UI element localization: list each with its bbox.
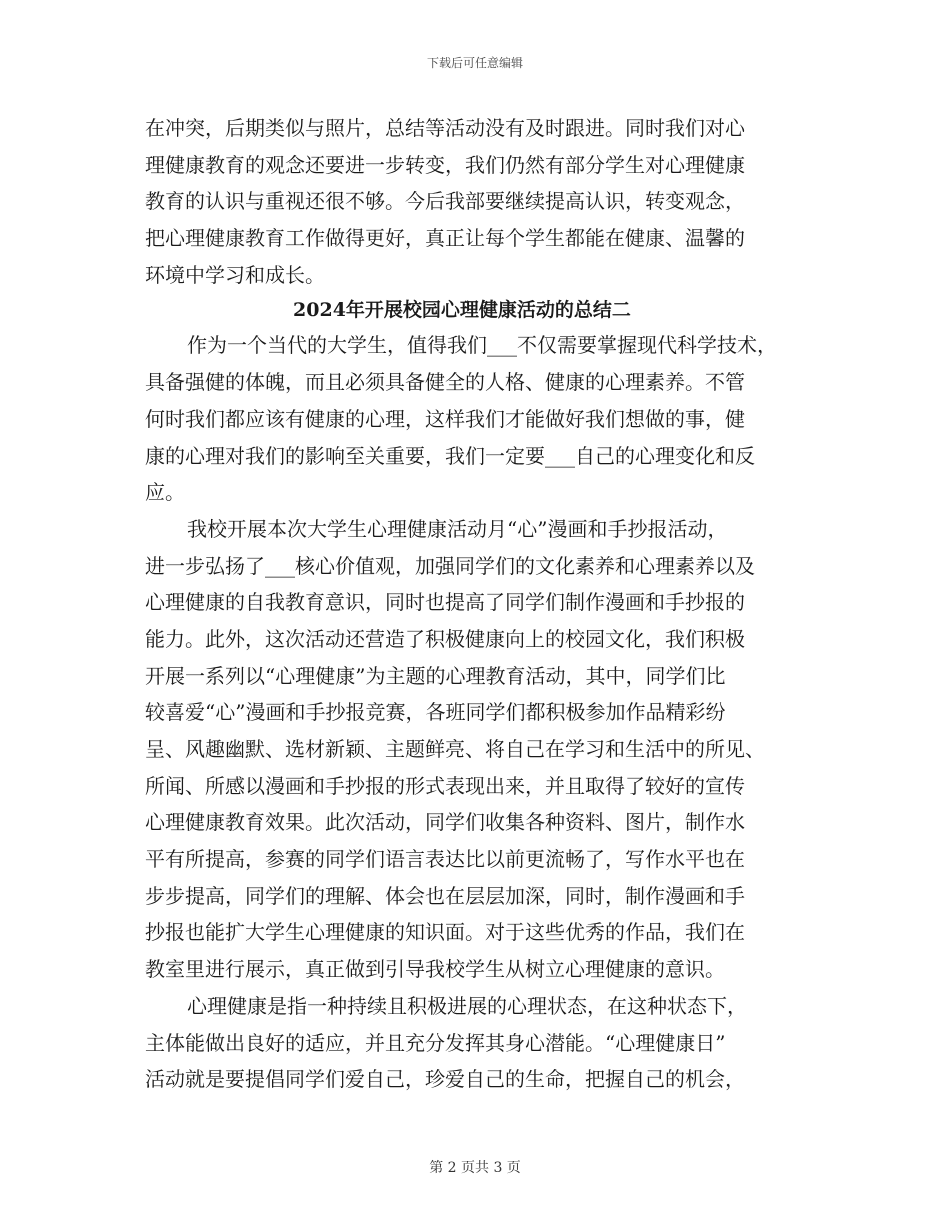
- text-line: 教室里进行展示，真正做到引导我校学生从树立心理健康的意识。: [145, 957, 725, 982]
- paragraph-continued: [145, 110, 805, 293]
- paragraph-1: [145, 327, 805, 510]
- text-line: 把心理健康教育工作做得更好，真正让每个学生都能在健康、温馨的: [145, 226, 745, 251]
- text-line: 较喜爱“心”漫画和手抄报竞赛，各班同学们都积极参加作品精彩纷: [145, 700, 726, 725]
- section-title: 2024年开展校园心理健康活动的总结二: [293, 299, 631, 322]
- text-line: 开展一系列以“心理健康”为主题的心理教育活动，其中，同学们比: [145, 663, 726, 688]
- text-line: 步步提高，同学们的理解、体会也在层层加深，同时，制作漫画和手: [145, 883, 745, 908]
- text-line: 作为一个当代的大学生，值得我们___不仅需要掌握现代科学技术，: [187, 333, 777, 358]
- page-header: 下载后可任意编辑: [426, 56, 523, 70]
- text-line: 我校开展本次大学生心理健康活动月“心”漫画和手抄报活动，: [187, 516, 728, 541]
- text-line: 具备强健的体魄，而且必须具备健全的人格、健康的心理素养。不管: [145, 370, 745, 395]
- document-body: [145, 110, 805, 1098]
- text-line: 能力。此外，这次活动还营造了积极健康向上的校园文化，我们积极: [145, 626, 745, 651]
- text-line: 活动就是要提倡同学们爱自己，珍爱自己的生命，把握自己的机会，: [145, 1067, 745, 1092]
- text-line: 在冲突，后期类似与照片，总结等活动没有及时跟进。同时我们对心: [145, 116, 745, 140]
- text-line: 呈、风趣幽默、选材新颖、主题鲜亮、将自己在学习和生活中的所见、: [145, 737, 765, 761]
- text-line: 心理健康教育效果。此次活动，同学们收集各种资料、图片，制作水: [145, 810, 745, 835]
- text-line: 理健康教育的观念还要进一步转变，我们仍然有部分学生对心理健康: [145, 152, 745, 177]
- text-line: 主体能做出良好的适应，并且充分发挥其身心潜能。“心理健康日”: [145, 1030, 726, 1055]
- text-line: 环境中学习和成长。: [145, 262, 325, 287]
- text-line: 康的心理对我们的影响至关重要，我们一定要___自己的心理变化和反: [145, 443, 755, 468]
- text-line: 所闻、所感以漫画和手抄报的形式表现出来，并且取得了较好的宣传: [145, 773, 745, 798]
- text-line: 应。: [145, 480, 185, 505]
- paragraph-3: [145, 988, 805, 1098]
- text-line: 心理健康是指一种持续且积极进展的心理状态，在这种状态下，: [187, 993, 747, 1018]
- text-line: 抄报也能扩大学生心理健康的知识面。对于这些优秀的作品，我们在: [145, 920, 745, 945]
- paragraph-2: [145, 511, 805, 988]
- text-line: 何时我们都应该有健康的心理，这样我们才能做好我们想做的事，健: [145, 406, 745, 431]
- text-line: 平有所提高，参赛的同学们语言表达比以前更流畅了，写作水平也在: [145, 847, 745, 872]
- page-footer: 第 2 页共 3 页: [429, 1160, 521, 1176]
- text-line: 心理健康的自我教育意识，同时也提高了同学们制作漫画和手抄报的: [145, 590, 745, 615]
- text-line: 进一步弘扬了___核心价值观，加强同学们的文化素养和心理素养以及: [145, 553, 755, 578]
- text-line: 教育的认识与重视还很不够。今后我部要继续提高认识，转变观念，: [145, 189, 745, 214]
